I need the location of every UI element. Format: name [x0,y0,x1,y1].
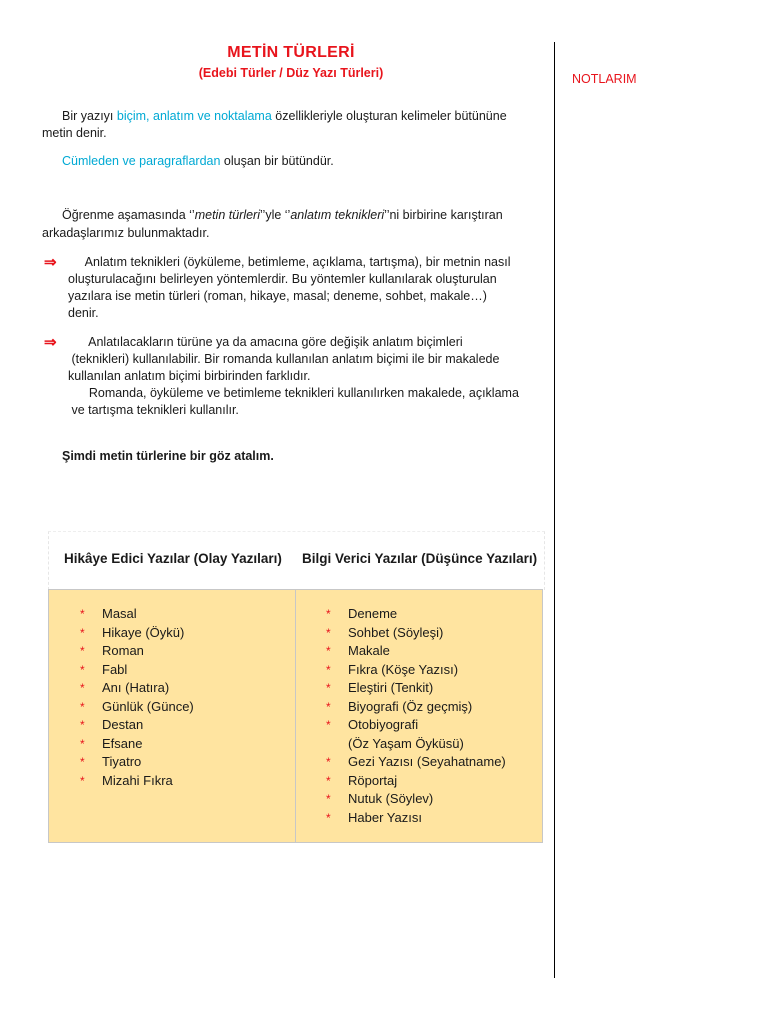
asterisk-icon: * [80,736,85,751]
confusion-paragraph [42,207,542,224]
bullet-paragraph-1 [68,254,544,322]
page-title: METİN TÜRLERİ [227,44,355,61]
bullet-line: kullanılan anlatım biçimi birbirinden farklıdır. [68,369,311,383]
definition-text-start: Bir yazıyı [62,109,117,123]
bullet-paragraph-2 [68,334,544,419]
list-item-label: Gezi Yazısı (Seyahatname) [348,754,506,769]
asterisk-icon: * [80,755,85,769]
list-item-label: Fıkra (Köşe Yazısı) [348,661,459,677]
notes-divider [554,42,555,978]
list-item-label: Nutuk (Söylev) [348,791,434,806]
list-item [80,679,194,698]
list-item-label: Fabl [102,661,128,677]
list-item-label: Röportaj [348,772,398,788]
list-item [80,735,194,754]
list-item [326,661,506,680]
narrative-list [80,605,194,790]
list-item [326,679,506,698]
page-subtitle: (Edebi Türler / Düz Yazı Türleri) [198,66,384,80]
bullet-line: Anlatım teknikleri (öyküleme, betimleme, açıklama, tartışma), bir metnin nasıl [68,255,511,269]
structure-text: oluşan bir bütündür. [220,154,334,168]
asterisk-icon: * [80,773,85,788]
notes-label: NOTLARIM [572,72,637,86]
list-item [326,605,506,624]
asterisk-icon: * [80,718,85,732]
asterisk-icon: * [326,625,331,640]
definition-line2: metin denir. [42,126,107,140]
list-item [80,605,194,624]
list-item-label: Masal [102,606,137,621]
column-header-narrative: Hikâye Edici Yazılar (Olay Yazıları) [64,551,282,566]
list-item-label: Roman [102,643,144,658]
list-item [326,753,506,772]
list-item [326,698,506,717]
term-metin-turleri: metin türleri [194,208,260,222]
list-item [326,642,506,661]
bullet-line: Anlatılacakların türüne ya da amacına göre değişik anlatım biçimleri [68,335,463,349]
list-item [326,809,506,828]
asterisk-icon: * [80,644,85,658]
list-item-label: Mizahi Fıkra [102,772,173,788]
list-item [80,624,194,643]
list-item [80,716,194,735]
list-item-label: Destan [102,717,144,732]
asterisk-icon: * [80,607,85,621]
structure-highlight: Cümleden ve paragraflardan [62,154,221,168]
bullet-line: yazılara ise metin türleri (roman, hikaye, masal; deneme, sohbet, makale…) [68,289,487,303]
list-item-label: Biyografi (Öz geçmiş) [348,698,473,714]
column-divider [295,589,296,843]
asterisk-icon: * [80,699,85,714]
closing-sentence: Şimdi metin türlerine bir göz atalım. [62,449,274,463]
informative-list [326,605,506,827]
list-item [326,716,506,753]
bullet-line: oluşturulacağını belirleyen yöntemlerdir. Bu yöntemler kullanılarak oluşturulan [68,272,497,286]
list-item [326,790,506,809]
confusion-text-start: Öğrenme aşamasında ‘’ [62,208,195,222]
list-item [80,698,194,717]
confusion-text-end: ’’ni birbirine karıştıran [384,208,503,222]
asterisk-icon: * [326,607,331,621]
definition-text-end: özellikleriyle oluşturan kelimeler bütününe [271,109,507,123]
asterisk-icon: * [326,810,331,825]
list-item-label: Anı (Hatıra) [102,680,170,695]
structure-paragraph [42,153,542,170]
list-item-label: Günlük (Günce) [102,698,194,714]
list-item [80,642,194,661]
asterisk-icon: * [80,662,85,677]
bullet-line: (teknikleri) kullanılabilir. Bir romanda kullanılan anlatım biçimi ile bir makalede [68,352,500,366]
term-anlatim-teknikleri: anlatım teknikleri [290,208,385,222]
list-item-label: Hikaye (Öykü) [102,624,185,640]
confusion-text-middle: ’’yle ‘’ [260,208,291,222]
asterisk-icon: * [326,681,331,695]
list-item [80,661,194,680]
bullet-line: Romanda, öyküleme ve betimleme teknikleri kullanılırken makalede, açıklama [68,386,519,400]
list-item-label: Deneme [348,606,398,621]
list-item-label: Makale [348,643,390,658]
asterisk-icon: * [326,792,331,806]
list-item [80,772,194,791]
asterisk-icon: * [326,699,331,714]
arrow-icon: ⇒ [44,254,57,271]
list-item [326,624,506,643]
bullet-line: denir. [68,306,99,320]
definition-highlight: biçim, anlatım ve noktalama [116,109,272,123]
definition-paragraph [42,108,542,125]
bullet-line: ve tartışma teknikleri kullanılır. [68,403,239,417]
list-item-label: Haber Yazısı [348,809,422,825]
asterisk-icon: * [326,718,331,732]
asterisk-icon: * [326,662,331,677]
list-item [80,753,194,772]
list-item-label: Sohbet (Söyleşi) [348,624,444,640]
asterisk-icon: * [326,773,331,788]
list-item [326,772,506,791]
asterisk-icon: * [80,625,85,640]
column-header-informative: Bilgi Verici Yazılar (Düşünce Yazıları) [302,551,538,566]
list-item-label: (Öz Yaşam Öyküsü) [348,735,464,751]
asterisk-icon: * [326,644,331,658]
list-item-label: Eleştiri (Tenkit) [348,680,434,695]
asterisk-icon: * [326,755,331,769]
confusion-line2: arkadaşlarımız bulunmaktadır. [42,226,210,240]
list-item-label: Tiyatro [102,754,142,769]
asterisk-icon: * [80,681,85,695]
arrow-icon: ⇒ [44,334,57,351]
list-item-label: Otobiyografi [348,717,419,732]
list-item-label: Efsane [102,735,143,751]
